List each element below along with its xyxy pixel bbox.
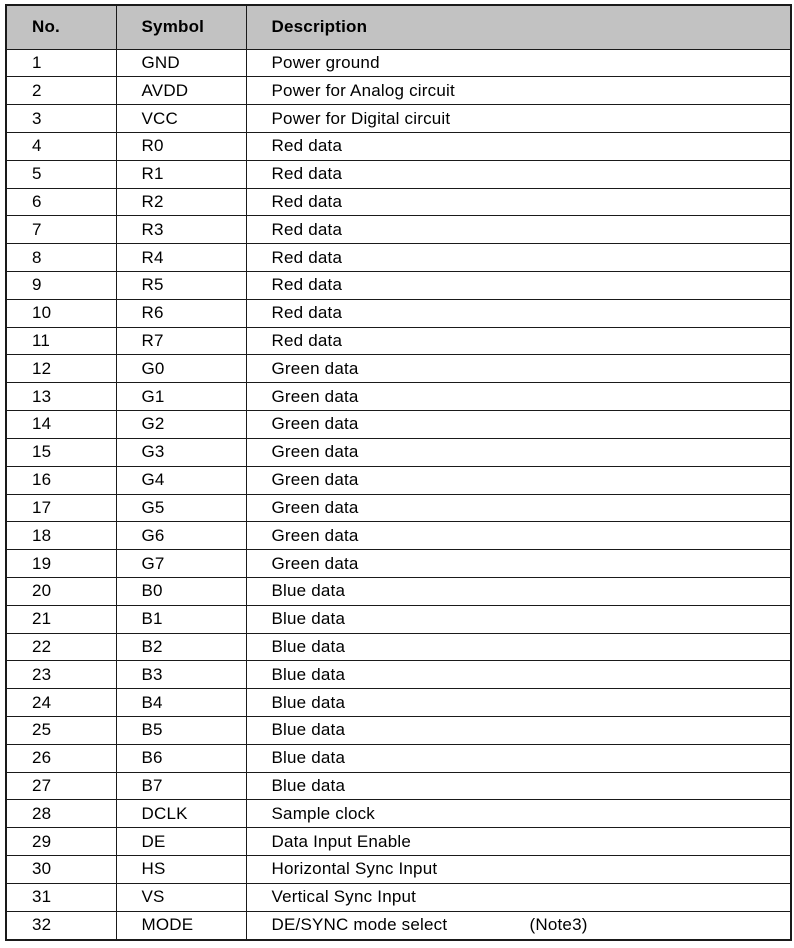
cell-symbol: G7	[116, 550, 246, 578]
cell-pin-number: 14	[6, 411, 116, 439]
cell-pin-number: 28	[6, 800, 116, 828]
cell-symbol: DCLK	[116, 800, 246, 828]
column-header-no: No.	[6, 5, 116, 49]
cell-pin-number: 32	[6, 911, 116, 940]
description-text: Blue data	[271, 692, 346, 712]
cell-pin-number: 15	[6, 438, 116, 466]
cell-symbol: B6	[116, 744, 246, 772]
cell-pin-number: 6	[6, 188, 116, 216]
cell-symbol: R5	[116, 272, 246, 300]
description-text: Power for Digital circuit	[271, 108, 451, 128]
column-header-symbol: Symbol	[116, 5, 246, 49]
cell-pin-number: 19	[6, 550, 116, 578]
cell-description	[246, 717, 791, 745]
table-row	[6, 522, 791, 550]
description-text: Red data	[271, 303, 343, 323]
cell-pin-number: 12	[6, 355, 116, 383]
cell-symbol: AVDD	[116, 77, 246, 105]
cell-description	[246, 689, 791, 717]
table-row	[6, 633, 791, 661]
cell-symbol: B1	[116, 605, 246, 633]
cell-symbol: R4	[116, 244, 246, 272]
cell-description	[246, 466, 791, 494]
cell-description	[246, 550, 791, 578]
table-row	[6, 216, 791, 244]
cell-description	[246, 828, 791, 856]
cell-pin-number: 11	[6, 327, 116, 355]
cell-description	[246, 856, 791, 884]
description-text: Data Input Enable	[271, 831, 411, 851]
cell-symbol: R2	[116, 188, 246, 216]
cell-pin-number: 5	[6, 160, 116, 188]
cell-symbol: R3	[116, 216, 246, 244]
description-text: Power ground	[271, 52, 380, 72]
description-text: Green data	[271, 414, 359, 434]
cell-pin-number: 23	[6, 661, 116, 689]
cell-symbol: G4	[116, 466, 246, 494]
table-row	[6, 828, 791, 856]
description-text: Sample clock	[271, 803, 375, 823]
table-row	[6, 800, 791, 828]
description-text: Horizontal Sync Input	[271, 859, 438, 879]
cell-pin-number: 10	[6, 299, 116, 327]
note-reference: (Note3)	[529, 915, 588, 935]
description-text: Green data	[271, 470, 359, 490]
cell-pin-number: 7	[6, 216, 116, 244]
cell-description	[246, 77, 791, 105]
description-text: Green data	[271, 358, 359, 378]
cell-symbol: B0	[116, 577, 246, 605]
cell-pin-number: 27	[6, 772, 116, 800]
description-text: Green data	[271, 525, 359, 545]
cell-description	[246, 299, 791, 327]
cell-description	[246, 494, 791, 522]
cell-description	[246, 383, 791, 411]
table-row	[6, 661, 791, 689]
description-text: Green data	[271, 553, 359, 573]
cell-description	[246, 188, 791, 216]
cell-pin-number: 25	[6, 717, 116, 745]
table-row	[6, 856, 791, 884]
table-row	[6, 577, 791, 605]
description-text: Blue data	[271, 609, 346, 629]
table-row	[6, 605, 791, 633]
cell-description	[246, 522, 791, 550]
table-row	[6, 494, 791, 522]
table-row	[6, 550, 791, 578]
cell-symbol: VS	[116, 883, 246, 911]
column-header-description: Description	[246, 5, 791, 49]
table-row	[6, 244, 791, 272]
cell-description	[246, 661, 791, 689]
cell-pin-number: 3	[6, 105, 116, 133]
table-row	[6, 77, 791, 105]
description-text: Blue data	[271, 581, 346, 601]
table-row	[6, 438, 791, 466]
description-text: Blue data	[271, 748, 346, 768]
table-row	[6, 49, 791, 77]
cell-pin-number: 13	[6, 383, 116, 411]
description-text: Power for Analog circuit	[271, 80, 455, 100]
description-text: Blue data	[271, 664, 346, 684]
cell-symbol: G0	[116, 355, 246, 383]
cell-pin-number: 30	[6, 856, 116, 884]
description-text: Blue data	[271, 720, 346, 740]
cell-description	[246, 744, 791, 772]
cell-description	[246, 216, 791, 244]
table-row	[6, 466, 791, 494]
cell-description	[246, 355, 791, 383]
cell-description	[246, 327, 791, 355]
cell-symbol: B5	[116, 717, 246, 745]
cell-pin-number: 22	[6, 633, 116, 661]
description-text: Red data	[271, 275, 343, 295]
cell-symbol: R6	[116, 299, 246, 327]
cell-description	[246, 49, 791, 77]
table-row	[6, 327, 791, 355]
table-row	[6, 272, 791, 300]
cell-description	[246, 132, 791, 160]
cell-description	[246, 772, 791, 800]
cell-symbol: R0	[116, 132, 246, 160]
table-header-row	[6, 5, 791, 49]
cell-symbol: DE	[116, 828, 246, 856]
cell-symbol: B7	[116, 772, 246, 800]
description-text: Vertical Sync Input	[271, 887, 417, 907]
cell-description	[246, 411, 791, 439]
cell-description	[246, 105, 791, 133]
cell-symbol: B4	[116, 689, 246, 717]
table-row	[6, 132, 791, 160]
cell-symbol: B2	[116, 633, 246, 661]
description-text: Blue data	[271, 776, 346, 796]
cell-pin-number: 17	[6, 494, 116, 522]
cell-symbol: B3	[116, 661, 246, 689]
table-row	[6, 911, 791, 940]
cell-description	[246, 605, 791, 633]
cell-symbol: G1	[116, 383, 246, 411]
cell-pin-number: 1	[6, 49, 116, 77]
table-row	[6, 383, 791, 411]
cell-symbol: G2	[116, 411, 246, 439]
table-row	[6, 299, 791, 327]
cell-symbol: GND	[116, 49, 246, 77]
cell-pin-number: 31	[6, 883, 116, 911]
cell-description	[246, 272, 791, 300]
table-row	[6, 355, 791, 383]
pin-description-table	[5, 4, 792, 941]
description-text: Red data	[271, 191, 343, 211]
description-text: Blue data	[271, 636, 346, 656]
cell-description	[246, 911, 791, 940]
description-text: Green data	[271, 386, 359, 406]
table-body	[6, 49, 791, 940]
cell-pin-number: 4	[6, 132, 116, 160]
cell-symbol: HS	[116, 856, 246, 884]
table-row	[6, 689, 791, 717]
cell-pin-number: 21	[6, 605, 116, 633]
cell-pin-number: 2	[6, 77, 116, 105]
cell-symbol: MODE	[116, 911, 246, 940]
description-text: Red data	[271, 219, 343, 239]
table-row	[6, 160, 791, 188]
cell-description	[246, 438, 791, 466]
table-row	[6, 105, 791, 133]
cell-symbol: R7	[116, 327, 246, 355]
description-text: Red data	[271, 136, 343, 156]
cell-description	[246, 800, 791, 828]
cell-pin-number: 16	[6, 466, 116, 494]
cell-pin-number: 20	[6, 577, 116, 605]
cell-symbol: G6	[116, 522, 246, 550]
cell-pin-number: 24	[6, 689, 116, 717]
description-text: Red data	[271, 247, 343, 267]
cell-pin-number: 8	[6, 244, 116, 272]
table-row	[6, 744, 791, 772]
table-row	[6, 411, 791, 439]
cell-symbol: G3	[116, 438, 246, 466]
cell-description	[246, 160, 791, 188]
description-text: Green data	[271, 497, 359, 517]
cell-pin-number: 9	[6, 272, 116, 300]
cell-symbol: R1	[116, 160, 246, 188]
cell-pin-number: 18	[6, 522, 116, 550]
description-text: DE/SYNC mode select	[271, 915, 448, 935]
cell-description	[246, 883, 791, 911]
cell-symbol: G5	[116, 494, 246, 522]
cell-pin-number: 29	[6, 828, 116, 856]
table-row	[6, 772, 791, 800]
description-text: Green data	[271, 442, 359, 462]
table-row	[6, 717, 791, 745]
table-row	[6, 188, 791, 216]
description-text: Red data	[271, 164, 343, 184]
cell-symbol: VCC	[116, 105, 246, 133]
cell-description	[246, 577, 791, 605]
cell-description	[246, 633, 791, 661]
cell-description	[246, 244, 791, 272]
table-row	[6, 883, 791, 911]
cell-pin-number: 26	[6, 744, 116, 772]
description-text: Red data	[271, 331, 343, 351]
